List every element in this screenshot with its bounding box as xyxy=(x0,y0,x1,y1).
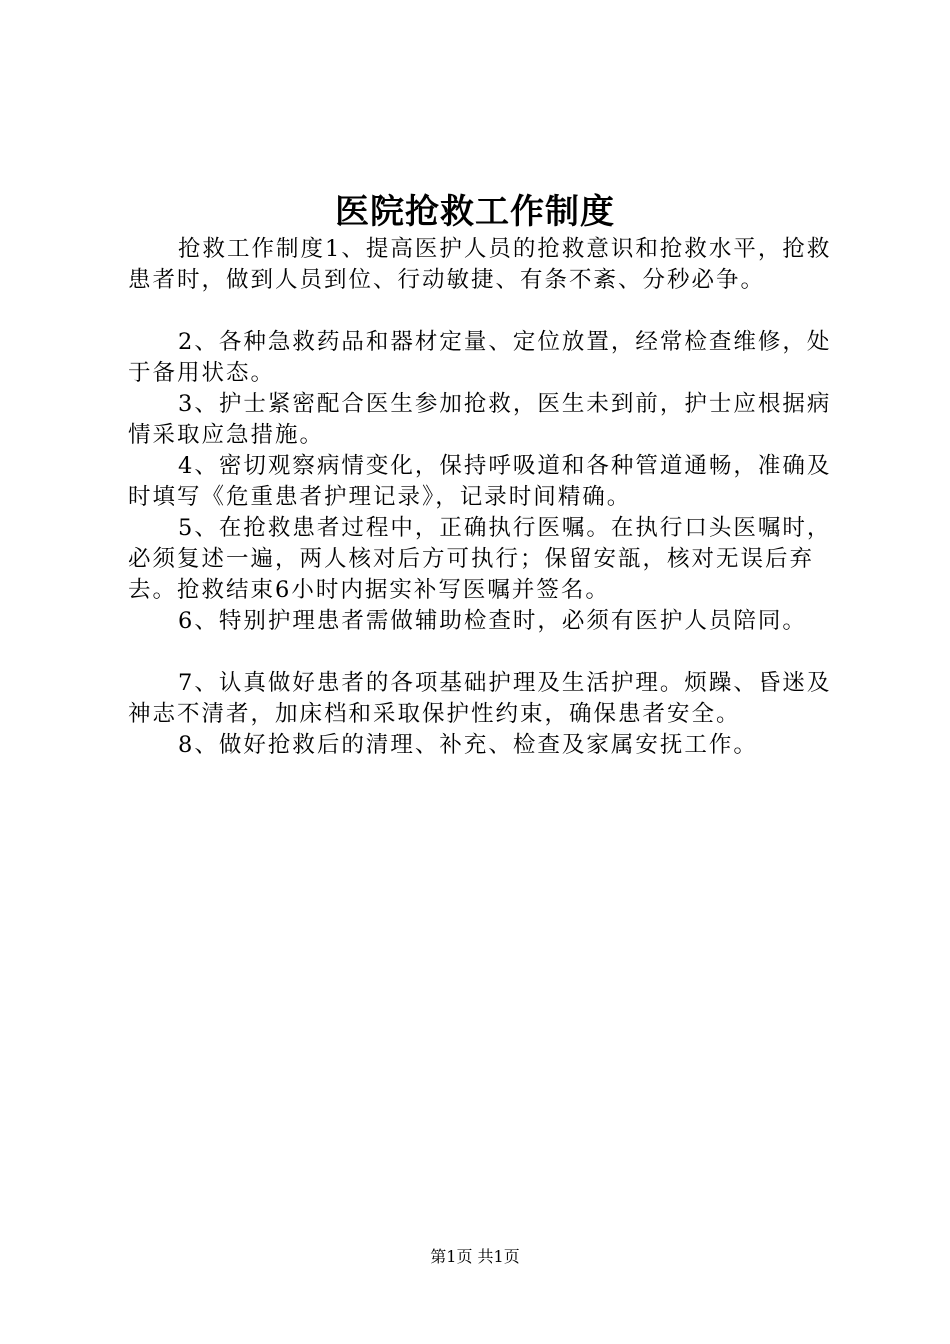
paragraph-1: 抢救工作制度1、提高医护人员的抢救意识和抢救水平，抢救患者时，做到人员到位、行动敏捷、有条不紊、分秒必争。 xyxy=(128,236,832,293)
paragraph-7: 7、认真做好患者的各项基础护理及生活护理。烦躁、昏迷及神志不清者，加床档和采取保护性约束，确保患者安全。 xyxy=(128,670,832,727)
paragraph-3: 3、护士紧密配合医生参加抢救，医生未到前，护士应根据病情采取应急措施。 xyxy=(128,391,832,448)
paragraph-6: 6、特别护理患者需做辅助检查时，必须有医护人员陪同。 xyxy=(178,608,807,634)
paragraph-2: 2、各种急救药品和器材定量、定位放置，经常检查维修，处于备用状态。 xyxy=(128,329,832,386)
paragraph-4: 4、密切观察病情变化，保持呼吸道和各种管道通畅，准确及时填写《危重患者护理记录》，记录时间精确。 xyxy=(128,453,832,510)
document-title: 医院抢救工作制度 xyxy=(335,192,615,232)
paragraph-8: 8、做好抢救后的清理、补充、检查及家属安抚工作。 xyxy=(178,732,758,758)
page-footer: 第1页 共1页 xyxy=(430,1247,520,1266)
paragraph-5: 5、在抢救患者过程中，正确执行医嘱。在执行口头医嘱时，必须复述一遍，两人核对后方可执行；保留安瓿，核对无误后弃去。抢救结束6小时内据实补写医嘱并签名。 xyxy=(128,515,832,603)
document-body xyxy=(128,234,848,761)
